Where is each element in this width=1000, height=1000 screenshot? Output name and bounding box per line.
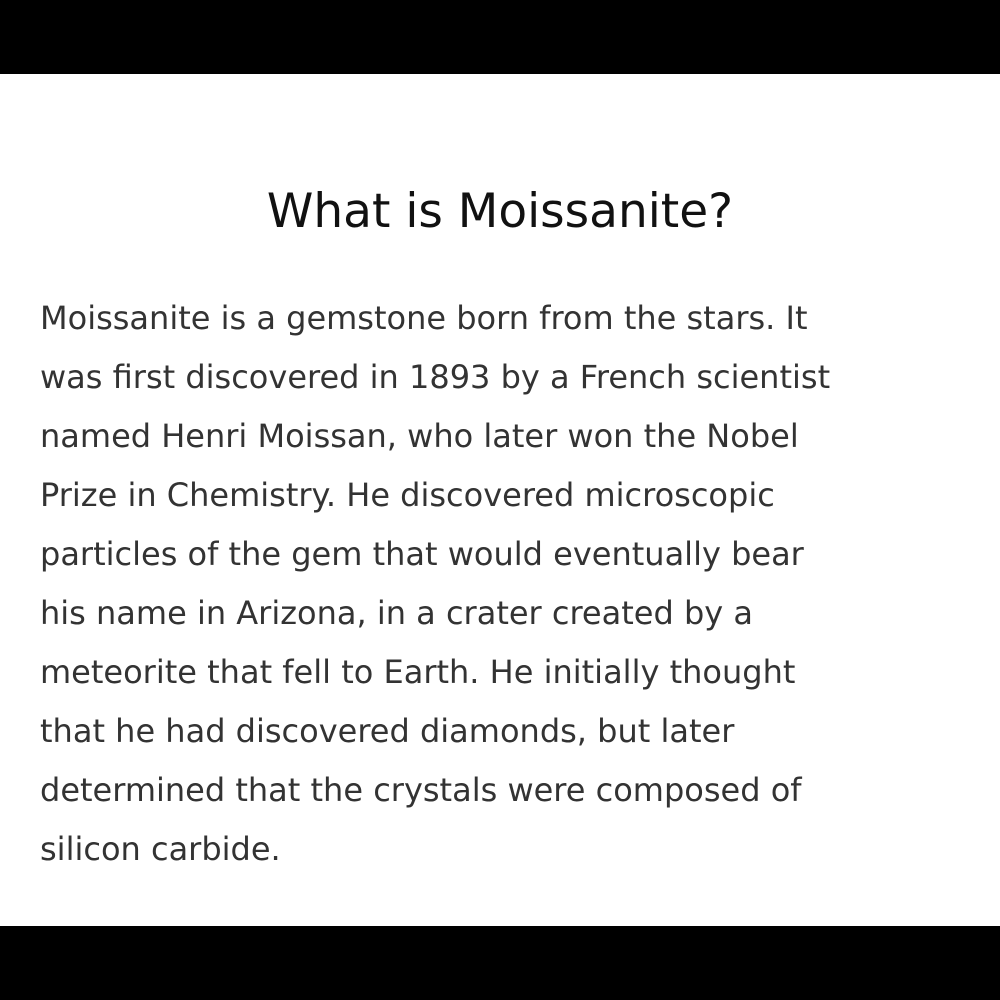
- body-line: named Henri Moissan, who later won the Nobel: [40, 417, 799, 455]
- content-page: [0, 74, 1000, 926]
- body-line: his name in Arizona, in a crater created by a: [40, 594, 753, 632]
- body-line: particles of the gem that would eventually bear: [40, 535, 804, 573]
- article-body: [40, 289, 995, 879]
- body-line: Prize in Chemistry. He discovered microscopic: [40, 476, 775, 514]
- body-line: was first discovered in 1893 by a French scientist: [40, 358, 831, 396]
- body-line: determined that the crystals were composed of: [40, 771, 802, 809]
- body-line: that he had discovered diamonds, but later: [40, 712, 735, 750]
- page-title: What is Moissanite?: [266, 184, 734, 239]
- body-line: meteorite that fell to Earth. He initially thought: [40, 653, 796, 691]
- body-line: silicon carbide.: [40, 830, 281, 868]
- body-line: Moissanite is a gemstone born from the stars. It: [40, 299, 808, 337]
